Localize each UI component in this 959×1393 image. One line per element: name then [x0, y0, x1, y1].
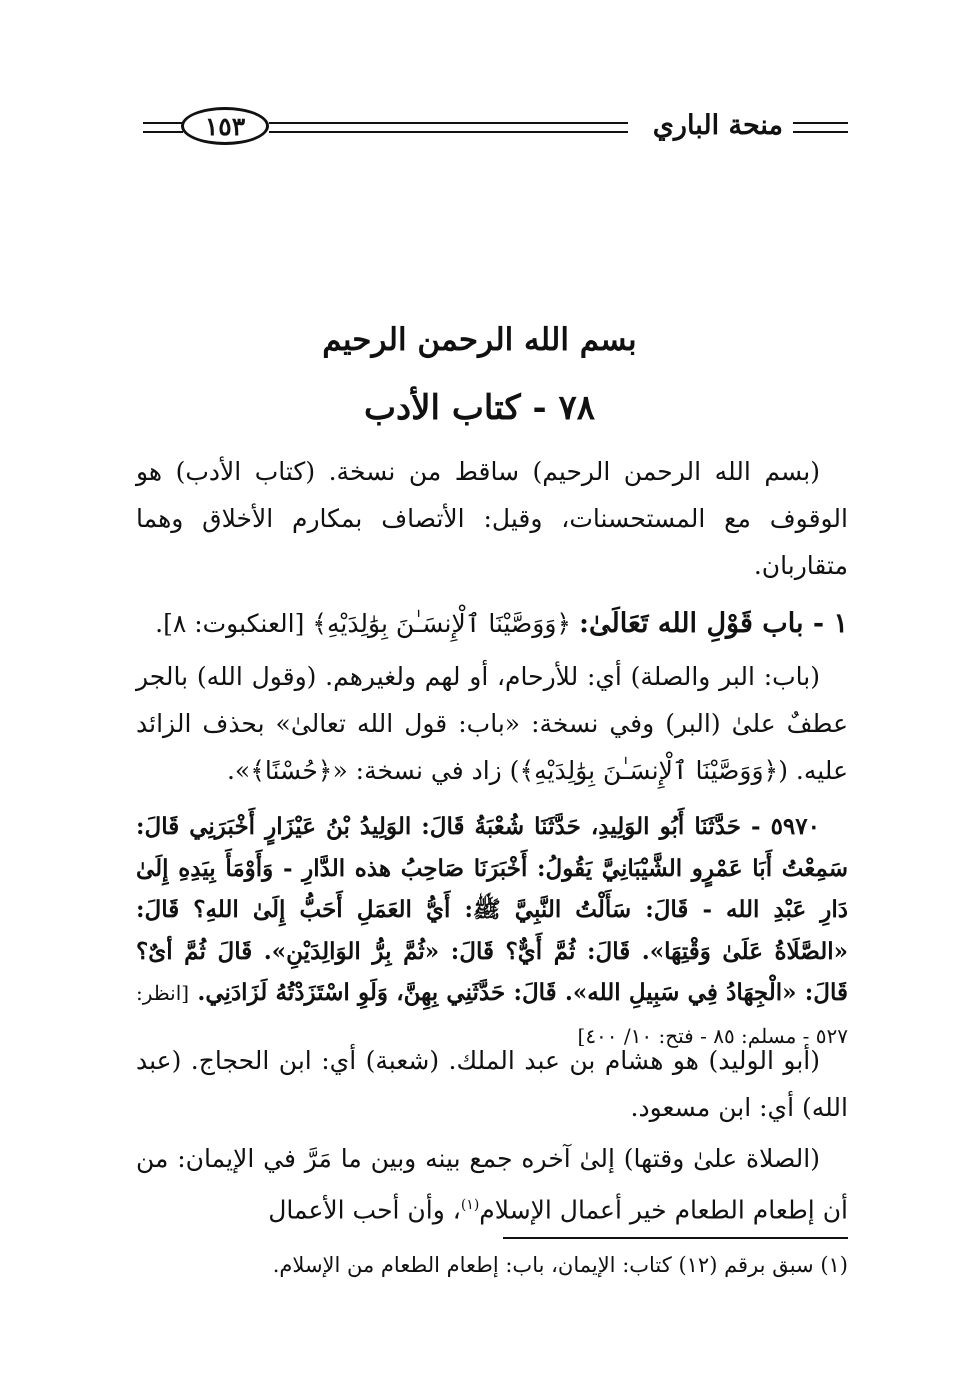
- bab-verse: ﴿وَوَصَّيْنَا ٱلْإِنسَـٰنَ بِوَٰلِدَيْهِ﴾ [العنكبوت: ٨].: [155, 609, 572, 638]
- page-number-badge: [181, 107, 269, 145]
- salah-text: (الصلاة علىٰ وقتها) إلىٰ آخره جمع بينه وبين ما مَرَّ في الإيمان: من أن إطعام الطعام خير أعمال الإسلام: [136, 1144, 848, 1225]
- footnote-rule: [503, 1237, 848, 1239]
- salah-block: [136, 1135, 848, 1233]
- bab-title: ١ - باب قَوْلِ الله تَعَالَىٰ:: [579, 608, 848, 639]
- bab-heading-block: [136, 600, 848, 647]
- book-title: ٧٨ - كتاب الأدب: [364, 388, 595, 428]
- salah-commentary: [136, 1135, 848, 1233]
- header-rule-center-bottom: [269, 131, 628, 133]
- running-title: منحة الباري: [652, 110, 783, 141]
- header-rule-left-top: [143, 122, 183, 124]
- header-rule-left-bottom: [143, 131, 183, 133]
- narrators-block: [136, 1037, 848, 1131]
- header-rule-right-bottom: [793, 131, 848, 133]
- hadith-reference: [انظر: ٥٢٧ - مسلم: ٨٥ - فتح: ١٠/ ٤٠٠]: [136, 981, 848, 1048]
- salah-text-end: ، وأن أحب الأعمال: [268, 1195, 461, 1225]
- header-rule-center-top: [269, 122, 628, 124]
- header-rule-right-top: [793, 122, 848, 124]
- bab-heading: [136, 600, 848, 647]
- intro-paragraph: (بسم الله الرحمن الرحيم) ساقط من نسخة. (كتاب الأدب) هو الوقوف مع المستحسنات، وقيل: الأتصاف بمكارم الأخلاق وهما متقاربان.: [136, 457, 848, 580]
- page-header: [0, 0, 959, 170]
- footnote: (١) سبق برقم (١٢) كتاب: الإيمان، باب: إطعام الطعام من الإسلام.: [272, 1253, 848, 1277]
- bab-commentary: (باب: البر والصلة) أي: للأرحام، أو لهم ولغيرهم. (وقول الله) بالجر عطفٌ علىٰ (البر) وفي نسخة: «باب: قول الله تعالىٰ» بحذف الزائد عليه. (﴿وَوَصَّيْنَا ٱلْإِنسَـٰنَ بِوَٰلِدَيْهِ﴾) زاد في نسخة: «﴿حُسْنًا﴾».: [136, 662, 848, 785]
- footnote-marker: (١): [460, 1197, 480, 1213]
- intro-paragraph-block: [136, 448, 848, 589]
- hadith-block: [136, 806, 848, 1057]
- narrators-commentary: (أبو الوليد) هو هشام بن عبد الملك. (شعبة) أي: ابن الحجاج. (عبد الله) أي: ابن مسعود.: [136, 1046, 848, 1122]
- bab-commentary-block: [136, 653, 848, 794]
- hadith-body: ٥٩٧٠ - حَدَّثَنَا أَبُو الوَلِيدِ، حَدَّثَنَا شُعْبَةُ قَالَ: الوَلِيدُ بْنُ عَيْزَارٍ أَخْبَرَنِي قَالَ: سَمِعْتُ أَبَا عَمْرٍو الشَّيْبَانِيَّ يَقُولُ: أَخْبَرَنَا صَاحِبُ هذه الدَّارِ - وَأَوْمَأَ بِيَدِهِ إِلَىٰ دَارِ عَبْدِ الله - قَالَ: سَأَلْتُ النَّبِيَّ ﷺ: أَيُّ العَمَلِ أَحَبُّ إِلَىٰ اللهِ؟ قَالَ: «الصَّلَاةُ عَلَىٰ وَقْتِهَا». قَالَ: ثُمَّ أَيٌّ؟ قَالَ: «ثُمَّ بِرُّ الوَالِدَيْنِ». قَالَ ثُمَّ أىٌ؟ قَالَ: «الْجِهَادُ فِي سَبِيلِ الله». قَالَ: حَدَّثَنِي بِهِنَّ، وَلَوِ اسْتَزَدْتُهُ لَزَادَنِي.: [136, 813, 848, 1006]
- basmala-heading: بسم الله الرحمن الرحيم: [322, 322, 637, 358]
- hadith-text: [136, 806, 848, 1057]
- page-number: ١٥٣: [204, 111, 246, 141]
